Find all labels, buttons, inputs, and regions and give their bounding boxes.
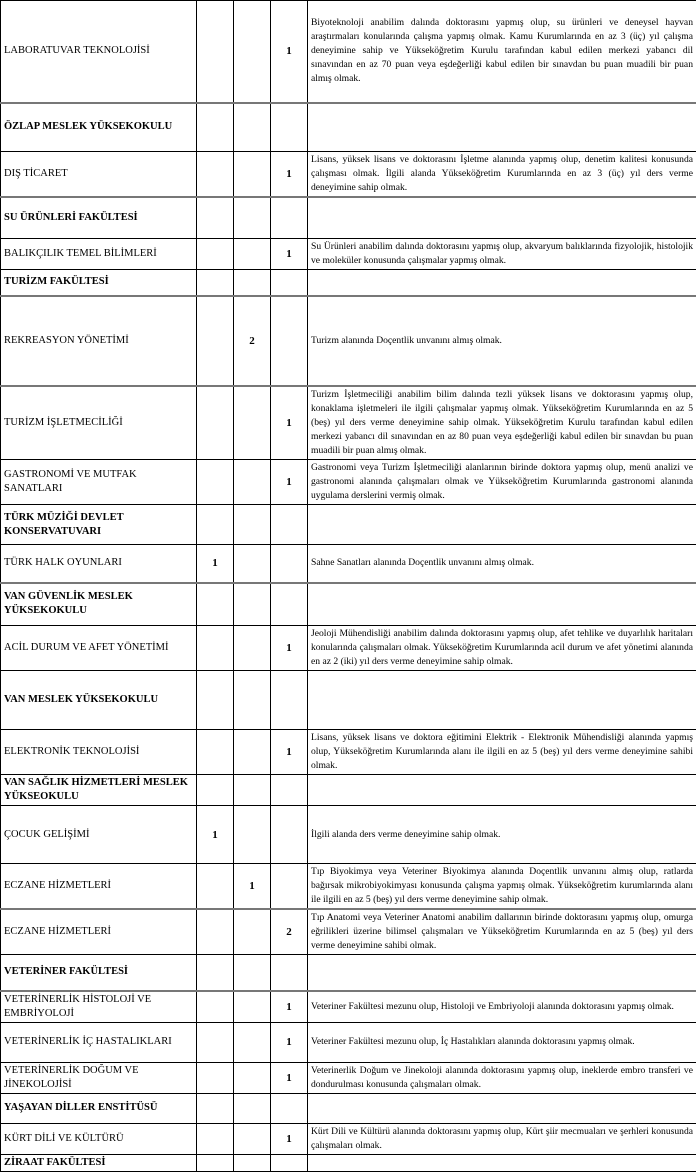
department-name: GASTRONOMİ VE MUTFAK SANATLARI (1, 460, 197, 505)
department-name: KÜRT DİLİ VE KÜLTÜRÜ (1, 1123, 197, 1154)
professor-count (197, 671, 234, 730)
assistant-professor-count (271, 269, 308, 296)
section-header-row (1, 197, 696, 238)
associate-professor-count (234, 991, 271, 1023)
assistant-professor-count (271, 1093, 308, 1123)
department-name: VETERİNERLİK İÇ HASTALIKLARI (1, 1022, 197, 1062)
department-name: VETERİNERLİK HİSTOLOJİ VE EMBRİYOLOJİ (1, 991, 197, 1023)
associate-professor-count: 2 (234, 296, 271, 386)
professor-count (197, 583, 234, 626)
table-row (1, 152, 696, 198)
associate-professor-count (234, 269, 271, 296)
section-header-row (1, 671, 696, 730)
professor-count (197, 386, 234, 460)
requirements-text (308, 269, 696, 296)
assistant-professor-count (271, 583, 308, 626)
professor-count (197, 909, 234, 955)
department-name: ECZANE HİZMETLERİ (1, 909, 197, 955)
table-row (1, 626, 696, 671)
requirements-text: Lisans, yüksek lisans ve doktora eğitimini Elektrik - Elektronik Mühendisliği alanında yapmış olup, Yükseköğretim Kurumlarında alanı ile ilgili en az 5 (beş) yıl ders verme deneyimine sahibi olmak. (308, 730, 696, 775)
professor-count (197, 1062, 234, 1093)
associate-professor-count (234, 626, 271, 671)
associate-professor-count (234, 1, 271, 103)
professor-count (197, 296, 234, 386)
associate-professor-count (234, 1093, 271, 1123)
requirements-text: Gastronomi veya Turizm İşletmeciliği alanlarının birinde doktora yapmış olup, menü analizi ve gastronomi alanında çalışmaları olmak ve Yükseköğretim Kurumlarında gastronomi alanında uygulama derslerini vermiş olmak. (308, 460, 696, 505)
associate-professor-count (234, 775, 271, 806)
department-name: REKREASYON YÖNETİMİ (1, 296, 197, 386)
assistant-professor-count: 1 (271, 730, 308, 775)
section-header-row (1, 1093, 696, 1123)
assistant-professor-count (271, 1154, 308, 1171)
table-row (1, 238, 696, 269)
assistant-professor-count (271, 296, 308, 386)
assistant-professor-count: 1 (271, 1123, 308, 1154)
associate-professor-count (234, 386, 271, 460)
professor-count (197, 1093, 234, 1123)
department-name: BALIKÇILIK TEMEL BİLİMLERİ (1, 238, 197, 269)
department-name: ACİL DURUM VE AFET YÖNETİMİ (1, 626, 197, 671)
assistant-professor-count: 1 (271, 152, 308, 198)
associate-professor-count (234, 806, 271, 864)
professor-count (197, 152, 234, 198)
associate-professor-count (234, 1154, 271, 1171)
associate-professor-count (234, 583, 271, 626)
table-row (1, 1062, 696, 1093)
requirements-text (308, 955, 696, 991)
requirements-text: Sahne Sanatları alanında Doçentlik unvanını almış olmak. (308, 545, 696, 583)
department-name: VETERİNER FAKÜLTESİ (1, 955, 197, 991)
assistant-professor-count: 1 (271, 386, 308, 460)
requirements-text: Veteriner Fakültesi mezunu olup, İç Hastalıkları alanında doktorasını yapmış olmak. (308, 1022, 696, 1062)
table-row (1, 386, 696, 460)
table-row (1, 1, 696, 103)
associate-professor-count (234, 460, 271, 505)
table-row (1, 1022, 696, 1062)
associate-professor-count (234, 1062, 271, 1093)
department-name: ÇOCUK GELİŞİMİ (1, 806, 197, 864)
professor-count (197, 197, 234, 238)
requirements-text: Veterinerlik Doğum ve Jinekoloji alanında doktorasını yapmış olup, ineklerde embro transferi ve dondurulması konusunda çalışmaları olmak. (308, 1062, 696, 1093)
department-name: ELEKTRONİK TEKNOLOJİSİ (1, 730, 197, 775)
department-name: TÜRK HALK OYUNLARI (1, 545, 197, 583)
professor-count: 1 (197, 806, 234, 864)
professor-count (197, 775, 234, 806)
requirements-text: Turizm alanında Doçentlik unvanını almış olmak. (308, 296, 696, 386)
requirements-text (308, 671, 696, 730)
associate-professor-count (234, 152, 271, 198)
professor-count (197, 1022, 234, 1062)
department-name: VAN MESLEK YÜKSEKOKULU (1, 671, 197, 730)
department-name: VAN GÜVENLİK MESLEK YÜKSEKOKULU (1, 583, 197, 626)
professor-count (197, 955, 234, 991)
professor-count (197, 269, 234, 296)
table-row (1, 545, 696, 583)
requirements-text: Tıp Biyokimya veya Veteriner Biyokimya alanında Doçentlik unvanını almış olup, ratlarda bağırsak mikrobiyokimyası konusunda çalışma yapmış olmak. Yükseköğretim kurumlarında alanı ile ilgili en az 5 (beş) yıl ders verme deneyimine sahip olmak. (308, 864, 696, 910)
professor-count (197, 991, 234, 1023)
requirements-text (308, 103, 696, 152)
requirements-text: Veteriner Fakültesi mezunu olup, Histoloji ve Embriyoloji alanında doktorasını yapmış olmak. (308, 991, 696, 1023)
section-header-row (1, 505, 696, 545)
section-header-row (1, 775, 696, 806)
section-header-row (1, 103, 696, 152)
associate-professor-count (234, 505, 271, 545)
associate-professor-count (234, 1123, 271, 1154)
section-header-row (1, 269, 696, 296)
section-header-row (1, 955, 696, 991)
table-row (1, 1123, 696, 1154)
assistant-professor-count: 1 (271, 626, 308, 671)
associate-professor-count (234, 197, 271, 238)
section-header-row (1, 583, 696, 626)
associate-professor-count (234, 238, 271, 269)
requirements-text: İlgili alanda ders verme deneyimine sahip olmak. (308, 806, 696, 864)
assistant-professor-count (271, 775, 308, 806)
professor-count (197, 730, 234, 775)
assistant-professor-count (271, 955, 308, 991)
table-row (1, 991, 696, 1023)
department-name: ÖZLAP MESLEK YÜKSEKOKULU (1, 103, 197, 152)
table-row (1, 864, 696, 910)
table-row (1, 909, 696, 955)
professor-count (197, 505, 234, 545)
department-name: VAN SAĞLIK HİZMETLERİ MESLEK YÜKSEOKULU (1, 775, 197, 806)
associate-professor-count (234, 671, 271, 730)
assistant-professor-count: 1 (271, 1062, 308, 1093)
assistant-professor-count: 1 (271, 991, 308, 1023)
assistant-professor-count (271, 197, 308, 238)
professor-count (197, 1123, 234, 1154)
requirements-text (308, 775, 696, 806)
professor-count (197, 1, 234, 103)
assistant-professor-count: 1 (271, 1022, 308, 1062)
assistant-professor-count (271, 671, 308, 730)
requirements-text: Lisans, yüksek lisans ve doktorasını İşletme alanında yapmış olup, denetim kalitesi konusunda çalışması olmak. İlgili alanda Yükseköğretim Kurumlarında en az 3 (üç) yıl ders verme deneyimine sahip olmak. (308, 152, 696, 198)
requirements-text (308, 1154, 696, 1171)
requirements-text: Turizm İşletmeciliği anabilim bilim dalında tezli yüksek lisans ve doktorasını yapmış olup, konaklama işletmeleri ile ilgili çalışmalar yapmış olmak. Yükseköğretim Kurumlarında en az 5 (beş) yıl ders verme deneyimine sahip olmak. Yükseköğretim Kurulu tarafından kabul edilen merkezi yabancı dil sınavından en az 80 puan veya eşdeğerliği kabul edilen bir sınavdan bu puan muadili bir puan almış olmak. (308, 386, 696, 460)
assistant-professor-count (271, 864, 308, 910)
associate-professor-count (234, 955, 271, 991)
requirements-text: Biyoteknoloji anabilim dalında doktorasını yapmış olup, su ürünleri ve deneysel hayvan araştırmaları konularında çalışma yapmış olmak. Kamu Kurumlarında en az 3 (üç) yıl çalışma deneyimine sahip ve Yükseköğretim Kurulu tarafından kabul edilen merkezi yabancı dil sınavından en az 70 puan veya eşdeğerliği kabul edilen bir sınavdan bu puan muadili bir puan almış olmak. (308, 1, 696, 103)
department-name: LABORATUVAR TEKNOLOJİSİ (1, 1, 197, 103)
department-name: VETERİNERLİK DOĞUM VE JİNEKOLOJİSİ (1, 1062, 197, 1093)
table-row (1, 730, 696, 775)
requirements-text (308, 505, 696, 545)
requirements-text (308, 1093, 696, 1123)
requirements-text: Tıp Anatomi veya Veteriner Anatomi anabilim dallarının birinde doktorasını yapmış olup, omurga eğrilikleri üzerine bilimsel çalışmaları ve Yükseköğretim Kurumlarında en az 5 (beş) yıl ders verme deneyimine sahibi olmak. (308, 909, 696, 955)
department-name: TURİZM FAKÜLTESİ (1, 269, 197, 296)
department-name: TÜRK MÜZİĞİ DEVLET KONSERVATUVARI (1, 505, 197, 545)
department-name: YAŞAYAN DİLLER ENSTİTÜSÜ (1, 1093, 197, 1123)
department-name: ZİRAAT FAKÜLTESİ (1, 1154, 197, 1171)
professor-count (197, 460, 234, 505)
assistant-professor-count (271, 103, 308, 152)
associate-professor-count (234, 1022, 271, 1062)
assistant-professor-count (271, 806, 308, 864)
professor-count (197, 626, 234, 671)
professor-count: 1 (197, 545, 234, 583)
professor-count (197, 1154, 234, 1171)
professor-count (197, 103, 234, 152)
section-header-row (1, 1154, 696, 1171)
associate-professor-count: 1 (234, 864, 271, 910)
assistant-professor-count (271, 505, 308, 545)
requirements-text (308, 583, 696, 626)
assistant-professor-count: 1 (271, 238, 308, 269)
assistant-professor-count: 1 (271, 1, 308, 103)
table-row (1, 460, 696, 505)
table-row (1, 296, 696, 386)
department-name: ECZANE HİZMETLERİ (1, 864, 197, 910)
assistant-professor-count (271, 545, 308, 583)
assistant-professor-count: 2 (271, 909, 308, 955)
requirements-text (308, 197, 696, 238)
requirements-text: Kürt Dili ve Kültürü alanında doktorasını yapmış olup, Kürt şiir mecmuaları ve şerhleri konusunda çalışmaları olmak. (308, 1123, 696, 1154)
professor-count (197, 864, 234, 910)
requirements-text: Su Ürünleri anabilim dalında doktorasını yapmış olup, akvaryum balıklarında fizyolojik, histolojik ve moleküler konusunda çalışmalar yapmış olmak. (308, 238, 696, 269)
associate-professor-count (234, 545, 271, 583)
associate-professor-count (234, 909, 271, 955)
table-row (1, 806, 696, 864)
department-name: TURİZM İŞLETMECİLİĞİ (1, 386, 197, 460)
department-name: SU ÜRÜNLERİ FAKÜLTESİ (1, 197, 197, 238)
department-name: DIŞ TİCARET (1, 152, 197, 198)
associate-professor-count (234, 103, 271, 152)
assistant-professor-count: 1 (271, 460, 308, 505)
requirements-text: Jeoloji Mühendisliği anabilim dalında doktorasını yapmış olup, afet tehlike ve duyarlılık haritaları konularında çalışmaları olmak. Yükseköğretim Kurumlarında acil durum ve afet yönetimi alanında en az 2 (iki) yıl ders verme deneyimine sahip olmak. (308, 626, 696, 671)
professor-count (197, 238, 234, 269)
associate-professor-count (234, 730, 271, 775)
